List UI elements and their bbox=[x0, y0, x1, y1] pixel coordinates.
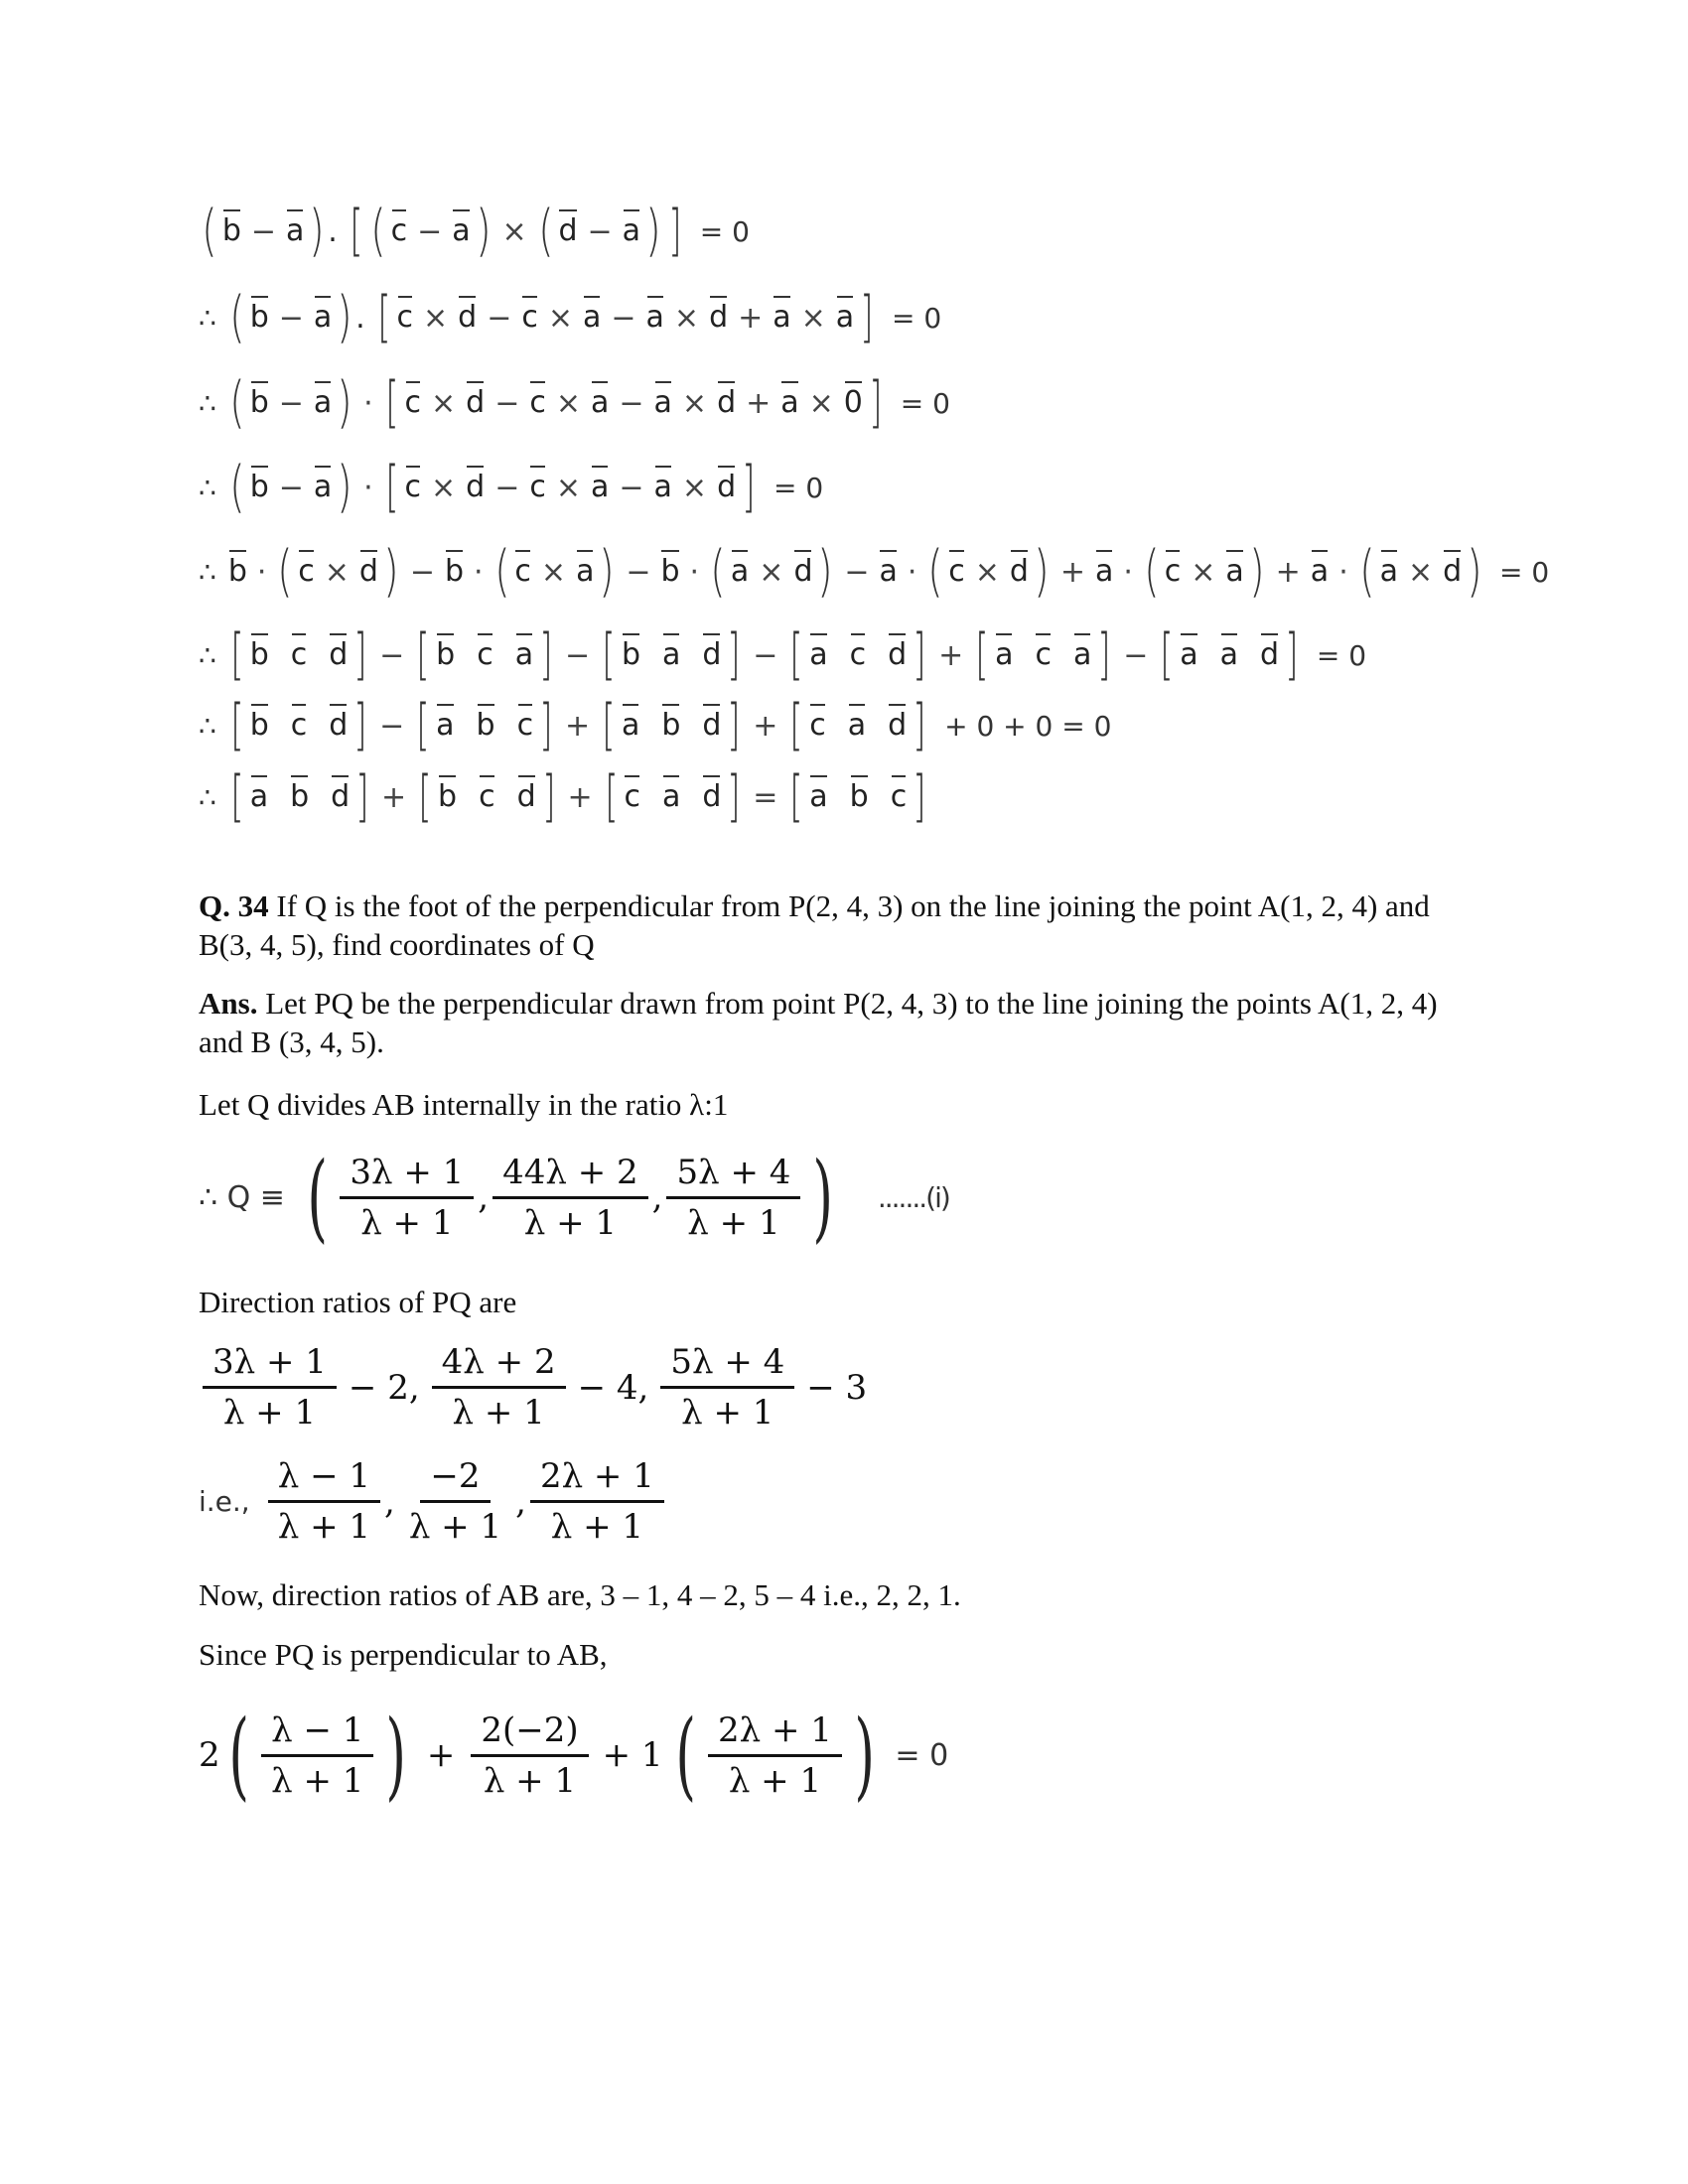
dr-pq-label: Direction ratios of PQ are bbox=[199, 1285, 517, 1319]
question-text: If Q is the foot of the perpendicular from P(2, 4, 3) on the line joining the point A(1, 2, 4) and B(3, 4, 5), find coordinates of Q bbox=[199, 888, 1430, 962]
answer-label: Ans. bbox=[199, 986, 258, 1021]
q-coordinates-equation: ∴ Q ≡ ( $\frac{3\lambda + 1}{\lambda + 1}$ , $\frac{44\lambda + 2}{\lambda + 1}$ , $\frac{5\lambda + 4}{\lambda + 1}$ ) .......(i) bbox=[199, 1142, 949, 1253]
answer-intro bbox=[199, 984, 1489, 1061]
question-34 bbox=[199, 887, 1489, 964]
perpendicular-equation: 2 ( $\frac{\lambda - 1}{\lambda + 1}$ ) + $\frac{2(-2)}{\lambda + 1}$ + 1 ( $\frac{2\lambda + 1}{\lambda + 1}$ ) = 0 bbox=[199, 1700, 949, 1811]
proof-line-3: ∴ ( b − a ) · [ c × d − c × a − a × d + a × 0 ] = 0 bbox=[199, 370, 950, 435]
question-label: Q. 34 bbox=[199, 888, 269, 923]
proof-line-4: ∴ ( b − a ) · [ c × d − c × a − a × d ] = 0 bbox=[199, 455, 824, 519]
proof-line-5: ∴ b · ( c × d ) − b · ( c × a ) − b · ( a × d ) − a · ( c × d ) + a · ( c × a ) + a · ( a × d ) = 0 bbox=[199, 539, 1550, 604]
dr-ab-statement: Now, direction ratios of AB are, 3 – 1, 4 – 2, 5 – 4 i.e., 2, 2, 1. bbox=[199, 1577, 961, 1612]
fraction: $\frac{44\lambda + 2}{\lambda + 1}$ bbox=[492, 1153, 648, 1243]
proof-line-2: ∴ ( b − a ) . [ c × d − c × a − a × d + a × a ] = 0 bbox=[199, 285, 942, 349]
ratio-statement: Let Q divides AB internally in the ratio λ:1 bbox=[199, 1087, 729, 1122]
proof-line-1: ( b − a ) . [ ( c − a ) × ( d − a ) ] = 0 bbox=[202, 199, 750, 263]
equation-tag: .......(i) bbox=[877, 1180, 949, 1214]
proof-line-8: ∴ [ a b d ] + [ b c d ] + [ c a d ] = [ a b c ] bbox=[199, 764, 926, 829]
fraction: $\frac{5\lambda + 4}{\lambda + 1}$ bbox=[666, 1153, 800, 1243]
dr-pq-equation: $\frac{3\lambda + 1}{\lambda + 1}$ − 2, $\frac{4\lambda + 2}{\lambda + 1}$ − 4, $\frac{5\lambda + 4}{\lambda + 1}$ − 3 bbox=[199, 1342, 875, 1433]
fraction: $\frac{3\lambda + 1}{\lambda + 1}$ bbox=[340, 1153, 474, 1243]
dr-pq-simplified: i.e., $\frac{\lambda - 1}{\lambda + 1}$ , $\frac{-2}{\lambda + 1}$ , $\frac{2\lambda + 1}{\lambda + 1}$ bbox=[199, 1456, 668, 1547]
proof-line-6: ∴ [ b c d ] − [ b c a ] − [ b a d ] − [ a c d ] + [ a c a ] − [ a a d ] = 0 bbox=[199, 622, 1367, 687]
perpendicular-statement: Since PQ is perpendicular to AB, bbox=[199, 1637, 608, 1672]
proof-line-7: ∴ [ b c d ] − [ a b c ] + [ a b d ] + [ c a d ] + 0 + 0 = 0 bbox=[199, 693, 1112, 757]
answer-text: Let PQ be the perpendicular drawn from point P(2, 4, 3) to the line joining the points A(1, 2, 4) and B (3, 4, 5). bbox=[199, 986, 1438, 1059]
